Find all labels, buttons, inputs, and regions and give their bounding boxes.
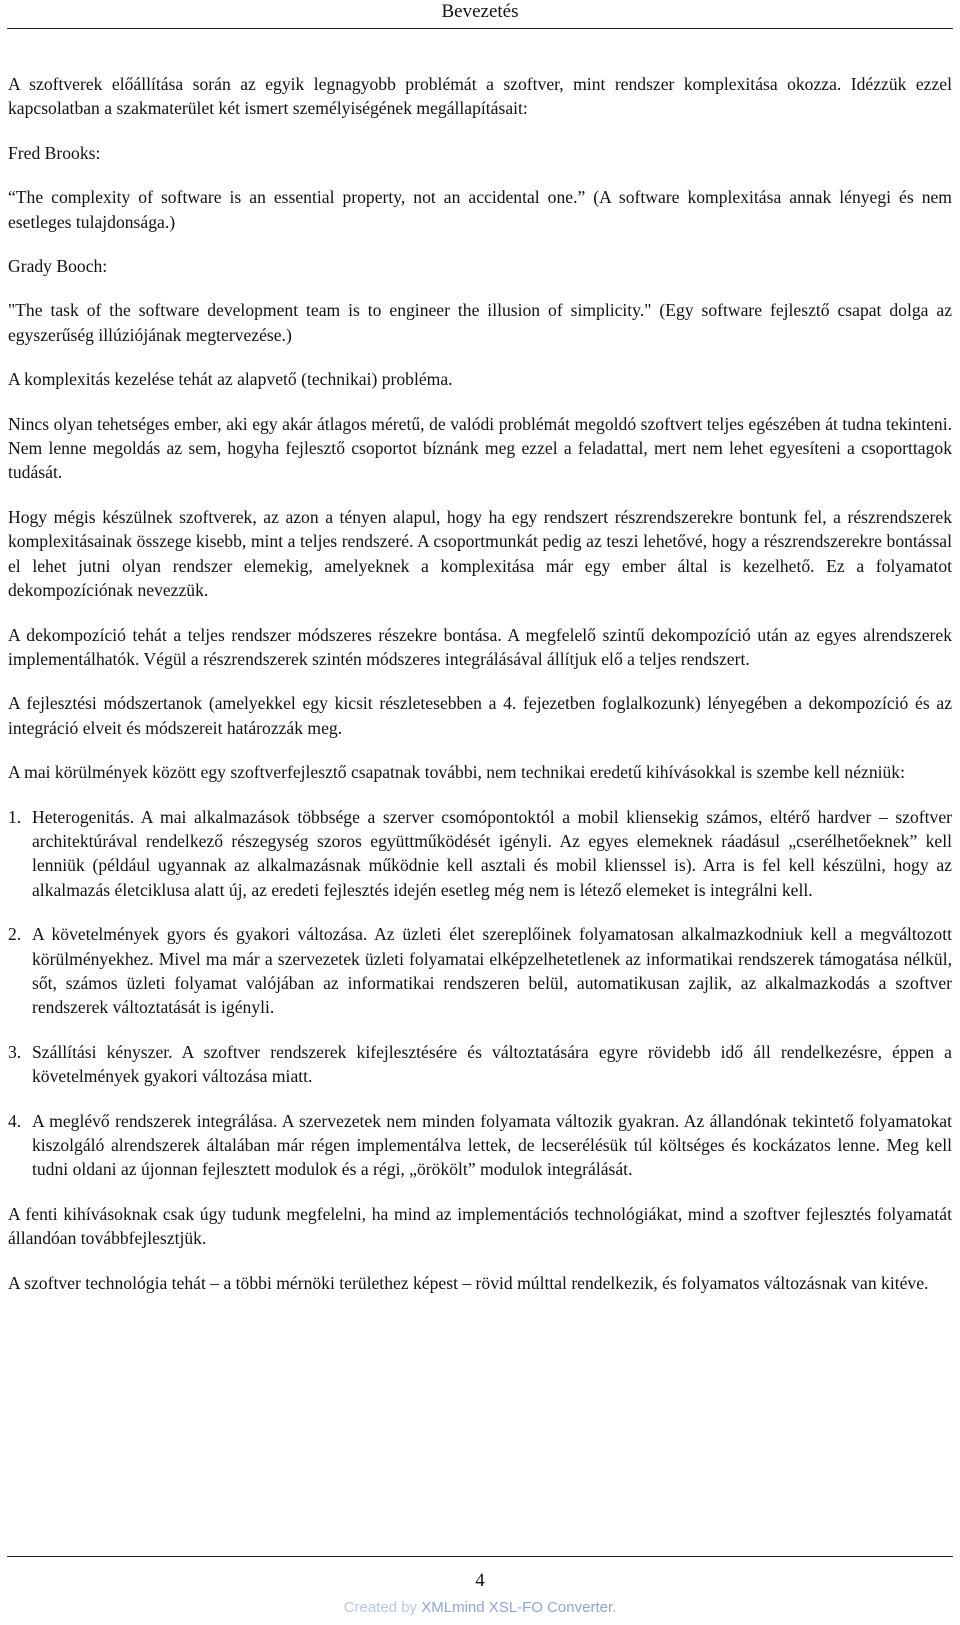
list-item — [8, 1040, 952, 1089]
body-paragraph: A komplexitás kezelése tehát az alapvető (technikai) probléma. — [8, 369, 453, 390]
running-header — [0, 0, 960, 24]
body-paragraph: A szoftverek előállítása során az egyik legnagyobb problémát a szoftver, mint rendszer komplexitása okozza. Idézzük ezzel kapcsolatban a szakmaterület két ismert személyiségének megállapításait: — [8, 74, 952, 119]
converter-name: XMLmind XSL-FO Converter. — [421, 1599, 617, 1616]
body-paragraph: A szoftver technológia tehát – a többi mérnöki területhez képest – rövid múlttal rendelkezik, és folyamatos változásnak van kitéve. — [8, 1272, 929, 1293]
list-item-number: 3. — [8, 1041, 22, 1062]
credit-prefix: Created by — [343, 1599, 422, 1616]
list-item — [8, 922, 952, 1020]
quote-brooks: “The complexity of software is an essential property, not an accidental one.” (A software komplexitása annak lényegi és nem esetleges tulajdonsága.) — [8, 187, 952, 232]
header-rule — [7, 28, 953, 29]
list-item-text: A követelmények gyors és gyakori változása. Az üzleti élet szereplőinek folyamatosan alkalmazkodniuk kell a megváltozott körülményekhez. Mivel ma már a szervezetek üzleti folyamatai elképzelhetetlenek az informatikai rendszerek támogatása nélkül, sőt, számos üzleti folyamat valójában az informatikai rendszeren belül, automatikusan zajlik, az alkalmazkodás a szoftver rendszerek változtatását is igényli. — [32, 924, 952, 1018]
body-paragraph: Nincs olyan tehetséges ember, aki egy akár átlagos méretű, de valódi problémát megoldó szoftvert teljes egészében át tudna tekinteni. Nem lenne megoldás az sem, hogyha fejlesztő csoportot bíznánk meg ezzel a feladattal, mert nem lehet egyesíteni a csoporttagok tudását. — [8, 413, 952, 483]
body-paragraph: A mai körülmények között egy szoftverfejlesztő csapatnak további, nem technikai eredetű kihívásokkal is szembe kell nézniük: — [8, 762, 905, 783]
body-paragraph: Hogy mégis készülnek szoftverek, az azon a tényen alapul, hogy ha egy rendszert részrendszerekre bontunk fel, a részrendszerek komplexitásainak összege kisebb, mint a teljes rendszeré. A csoportmunkát pedig az teszi lehetővé, hogy a részrendszerekre bontással el lehet jutni olyan rendszer elemekig, amelyeknek a komplexitása már egy ember által is kezelhető. Ez a folyamatot dekompozíciónak nevezzük. — [8, 506, 952, 601]
list-item-text: Heterogenitás. A mai alkalmazások többsége a szerver csomópontoktól a mobil kliensekig számos, eltérő hardver – szoftver architektúrával rendelkező részegység szoros együttműködését igényli. Az egyes elemeknek ráadásul „cserélhetőeknek” kell lenniük (például ugyannak az alkalmazásnak működnie kell asztali és mobil klienssel is). Arra is fel kell készülni, hogy az alkalmazás életciklusa alatt új, az eredeti fejlesztés idején esetleg még nem is létező elemeket is integrálni kell. — [32, 806, 952, 900]
body-paragraph: A fenti kihívásoknak csak úgy tudunk megfelelni, ha mind az implementációs technológiákat, mind a szoftver fejlesztés folyamatát állandóan továbbfejlesztjük. — [8, 1203, 952, 1249]
list-item-text: Szállítási kényszer. A szoftver rendszerek kifejlesztésére és változtatására egyre rövidebb idő áll rendelkezésre, éppen a követelmények gyakori változása miatt. — [32, 1041, 952, 1087]
quote-author: Grady Booch: — [8, 256, 108, 277]
list-item-text: A meglévő rendszerek integrálása. A szervezetek nem minden folyamata változik gyakran. Az állandónak tekintető folyamatokat kiszolgáló alrendszerek általában már régen implementálva lettek, de lecserélésük túl költséges és kockázatos lenne. Meg kell tudni oldani az újonnan fejlesztett modulok és a régi, „örökölt” modulok integrálását. — [32, 1110, 952, 1180]
list-item-number: 1. — [8, 806, 22, 827]
challenges-list — [8, 805, 952, 1182]
body-paragraph: A dekompozíció tehát a teljes rendszer módszeres részekre bontása. A megfelelő szintű dekompozíció után az egyes alrendszerek implementálhatók. Végül a részrendszerek szintén módszeres integrálásával állítjuk elő a teljes rendszert. — [8, 624, 952, 669]
footer-rule — [7, 1556, 953, 1557]
list-item — [8, 805, 952, 903]
list-item-number: 4. — [8, 1110, 22, 1131]
header-title: Bevezetés — [441, 1, 519, 22]
list-item — [8, 1109, 952, 1182]
list-item-number: 2. — [8, 924, 22, 945]
body-paragraph: A fejlesztési módszertanok (amelyekkel egy kicsit részletesebben a 4. fejezetben foglalkozunk) lényegében a dekompozíció és az integráció elveit és módszereit határozzák meg. — [8, 693, 952, 738]
page-number: 4 — [475, 1570, 485, 1591]
quote-booch: "The task of the software development team is to engineer the illusion of simplicity." (Egy software fejlesztő csapat dolga az egyszerűség illúziójának megtervezése.) — [8, 300, 952, 345]
page-body — [8, 72, 952, 1315]
quote-author: Fred Brooks: — [8, 142, 101, 163]
converter-credit — [0, 1598, 960, 1618]
